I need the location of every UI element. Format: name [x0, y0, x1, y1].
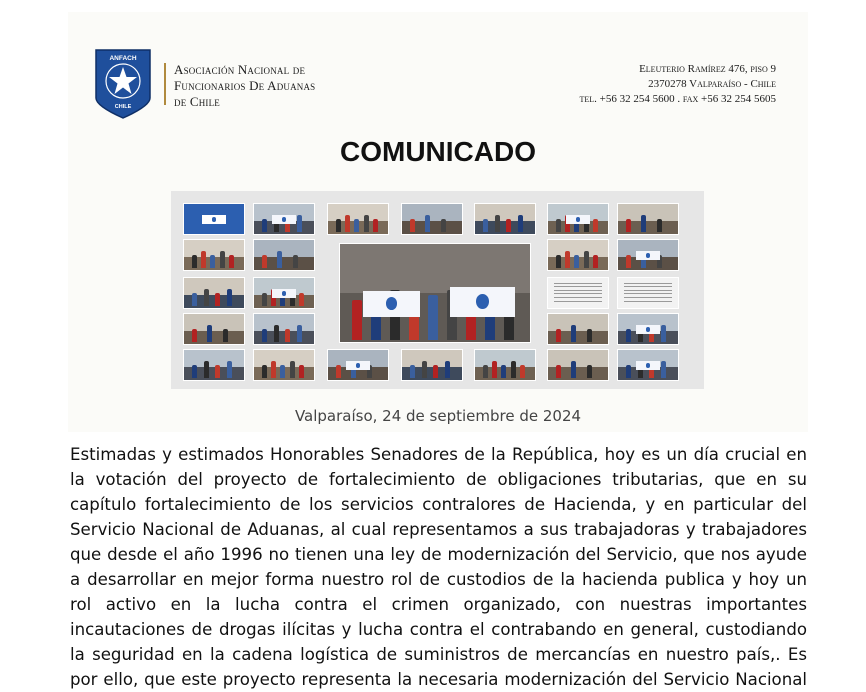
- body-paragraph: [70, 442, 807, 692]
- anfach-logo: [94, 48, 152, 120]
- body-line: Servicio Nacional de Aduanas, al cual representamos a sus trabajadoras y trabajadores: [70, 520, 807, 539]
- collage-photo: [547, 349, 609, 381]
- document-title: COMUNICADO: [340, 136, 536, 167]
- collage-photo: [547, 313, 609, 345]
- body-line: Estimadas y estimados Honorables Senadores de la República, hoy es un día crucial en: [70, 445, 807, 464]
- collage-document-photo: [547, 277, 609, 309]
- body-line: la votación del proyecto de fortalecimiento de obligaciones tributarias, que en su: [70, 470, 807, 489]
- logo-text-top: ANFACH: [109, 55, 137, 62]
- collage-photo: [183, 349, 245, 381]
- address-line: 2370278 Valparaíso - Chile: [648, 78, 776, 90]
- collage-photo: [327, 203, 389, 235]
- collage-photo: [183, 239, 245, 271]
- collage-photo: [183, 313, 245, 345]
- org-name-line: Funcionarios De Aduanas: [174, 78, 316, 93]
- collage-photo: [253, 277, 315, 309]
- collage-photo: [617, 349, 679, 381]
- collage-photo: [327, 349, 389, 381]
- org-address: [580, 62, 776, 107]
- body-line: rol activo en la lucha contra el crimen organizado, con nuestras importantes: [70, 595, 807, 614]
- body-line: la seguridad en la cadena logística de suministros de mercancías en nuestro país,. Es: [70, 645, 807, 664]
- collage-photo: [474, 349, 536, 381]
- org-name-line: de Chile: [174, 94, 221, 109]
- collage-photo: [253, 239, 315, 271]
- body-line: capítulo fortalecimiento de los servicios contralores de Hacienda, y en particular del: [70, 495, 807, 514]
- collage-main-photo: [339, 243, 531, 343]
- body-line: por ello, que este proyecto representa la necesaria modernización del Servicio Nacional: [70, 670, 807, 689]
- collage-photo: [253, 313, 315, 345]
- body-line: que desde el año 1996 no tienen una ley de modernización del Servicio, que nos ayude: [70, 545, 807, 564]
- collage-photo: [547, 203, 609, 235]
- collage-photo: [183, 203, 245, 235]
- photo-collage: [171, 191, 704, 389]
- collage-photo: [253, 203, 315, 235]
- org-name: [174, 62, 315, 110]
- collage-photo: [253, 349, 315, 381]
- collage-document-photo: [617, 277, 679, 309]
- collage-photo: [617, 203, 679, 235]
- org-divider: [164, 63, 166, 105]
- collage-photo: [617, 313, 679, 345]
- dateline: Valparaíso, 24 de septiembre de 2024: [294, 407, 582, 425]
- body-line: a desarrollar en mejor forma nuestro rol de custodios de la hacienda publica y hoy un: [70, 570, 807, 589]
- collage-photo: [401, 349, 463, 381]
- contact-line: tel. +56 32 254 5600 . fax +56 32 254 5605: [579, 93, 776, 105]
- body-line: incautaciones de drogas ilícitas y lucha contra el contrabando en general, custodiando: [70, 620, 807, 639]
- logo-text-bottom: CHILE: [114, 104, 132, 110]
- collage-photo: [401, 203, 463, 235]
- shield-logo-icon: [94, 48, 152, 120]
- collage-photo: [547, 239, 609, 271]
- collage-photo: [183, 277, 245, 309]
- collage-photo: [617, 239, 679, 271]
- collage-photo: [474, 203, 536, 235]
- org-name-line: Asociación Nacional de: [174, 62, 306, 77]
- letterhead: [68, 40, 808, 130]
- address-line: Eleuterio Ramírez 476, piso 9: [639, 63, 776, 75]
